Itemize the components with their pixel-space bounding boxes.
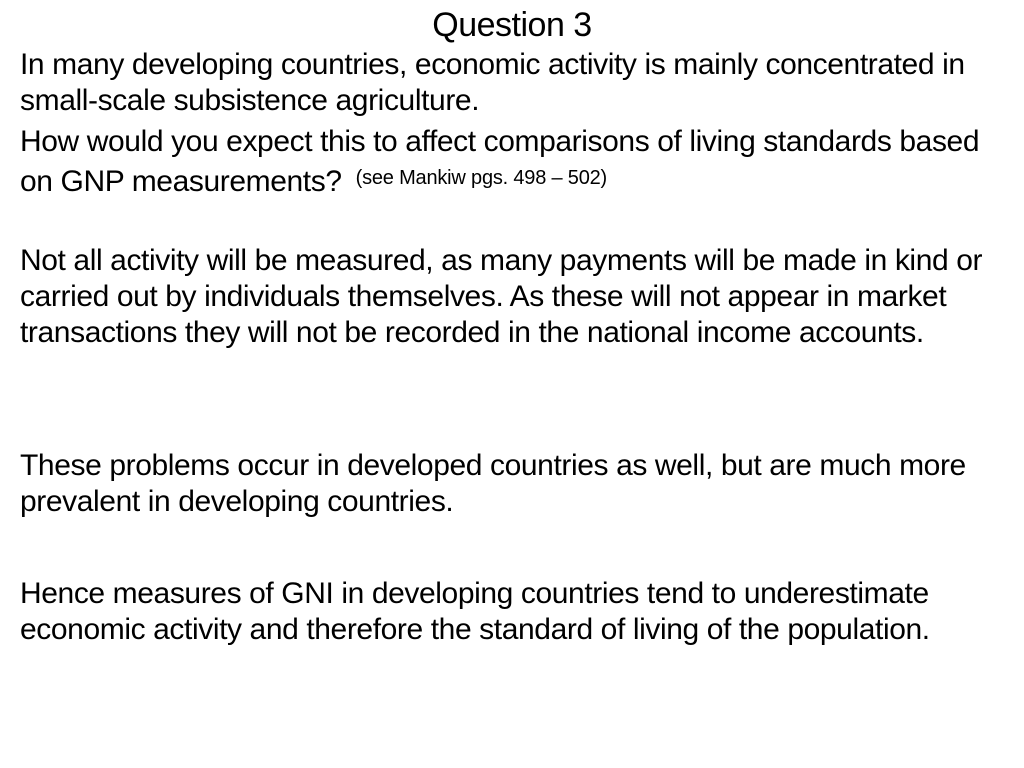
answer-paragraph-1: Not all activity will be measured, as many payments will be made in kind or carried out by individuals themselves. As these will not appear in market transactions they will not be recorded in the national income accounts. — [20, 244, 983, 349]
answer-paragraph-3: Hence measures of GNI in developing countries tend to underestimate economic activity and therefore the standard of living of the population. — [20, 577, 930, 646]
textbook-reference: (see Mankiw pgs. 498 – 502) — [355, 167, 608, 189]
slide-title: Question 3 — [432, 6, 592, 44]
answer-paragraph-2: These problems occur in developed countries as well, but are much more prevalent in developing countries. — [20, 449, 966, 518]
question-intro: In many developing countries, economic activity is mainly concentrated in small-scale subsistence agriculture. — [20, 48, 965, 117]
question-prompt-block — [20, 124, 1010, 200]
question-prompt: How would you expect this to affect comparisons of living standards based on GNP measurements? — [20, 125, 980, 198]
